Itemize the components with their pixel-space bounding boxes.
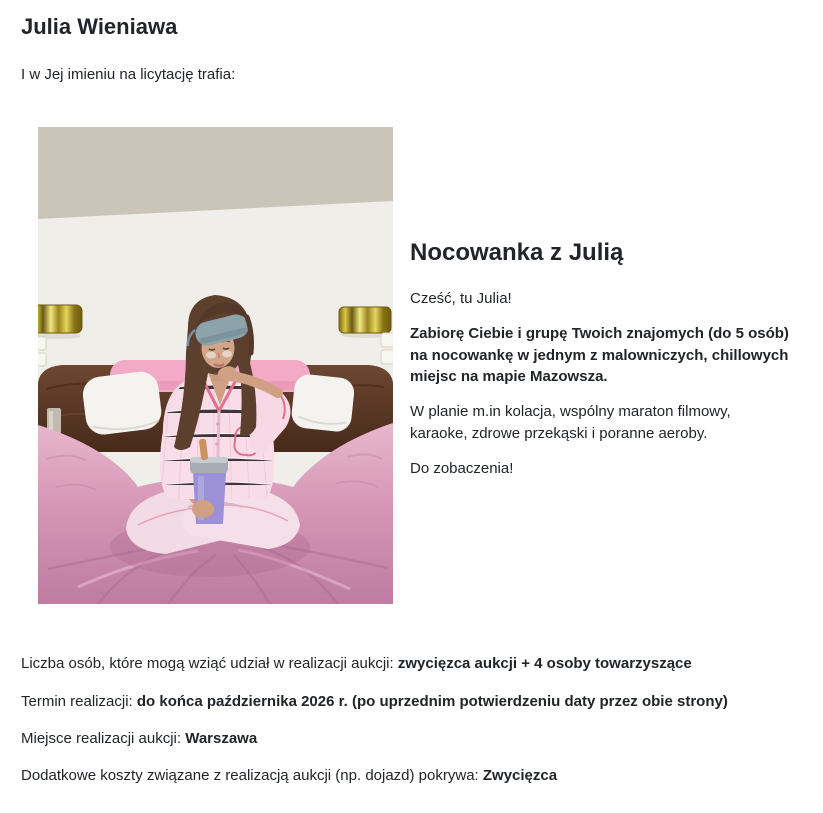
bedroom-photo — [38, 127, 393, 604]
detail-label: Miejsce realizacji aukcji: — [21, 729, 186, 747]
under-eye-patch — [222, 351, 232, 358]
detail-label: Dodatkowe koszty związane z realizacją aukcji (np. dojazd) pokrywa: — [21, 767, 483, 785]
hand-left — [192, 500, 214, 518]
detail-extra-costs — [21, 765, 771, 786]
offer-pitch: Zabiorę Ciebie i grupę Twoich znajomych (do 5 osób) na nocowankę w jednym z malowniczych, chillowych miejsc na mapie Mazowsza. — [410, 325, 789, 386]
detail-value: do końca października 2026 r. (po uprzednim potwierdzeniu daty przez obie strony) — [136, 692, 728, 710]
page-title: Julia Wieniawa — [21, 14, 178, 39]
auction-details — [21, 653, 771, 786]
detail-value: zwycięzca aukcji + 4 osoby towarzyszące — [397, 655, 692, 673]
detail-value: Warszawa — [185, 729, 258, 747]
detail-deadline — [21, 691, 771, 712]
detail-value: Zwycięzca — [482, 767, 558, 785]
detail-label: Liczba osób, które mogą wziąć udział w realizacji aukcji: — [21, 655, 398, 673]
offer-heading: Nocowanka z Julią — [410, 238, 624, 266]
detail-participants — [21, 653, 771, 674]
offer-description — [410, 239, 790, 494]
offer-section — [38, 127, 802, 604]
offer-signoff: Do zobaczenia! — [410, 459, 514, 477]
intro-text: I w Jej imieniu na licytację trafia: — [21, 66, 236, 84]
white-pillow-left — [81, 370, 164, 437]
detail-label: Termin realizacji: — [21, 692, 137, 710]
under-eye-patch — [206, 352, 216, 359]
offer-plan: W planie m.in kolacja, wspólny maraton filmowy, karaoke, zdrowe przekąski i poranne aeroby. — [410, 403, 731, 442]
white-pillow-right — [290, 373, 355, 433]
bedroom-photo-illustration — [38, 127, 393, 604]
detail-location — [21, 728, 771, 749]
offer-greeting: Cześć, tu Julia! — [410, 290, 512, 308]
